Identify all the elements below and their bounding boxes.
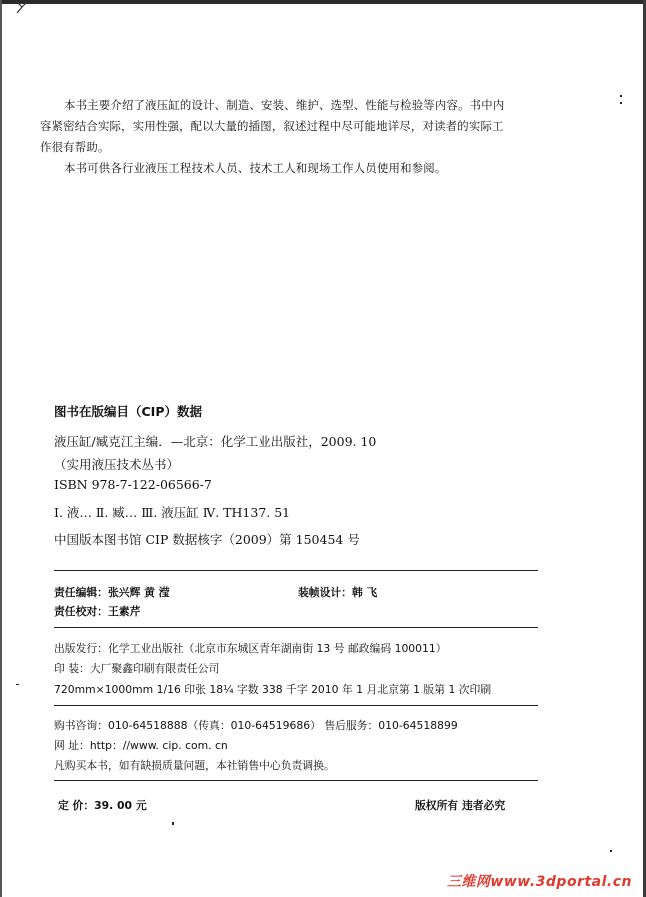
intro-line: 容紧密结合实际，实用性强，配以大量的插图，叙述过程中尽可能地详尽，对读者的实际工 <box>40 119 504 133</box>
quality-notice: 凡购买本书，如有缺损质量问题，本社销售中心负责调换。 <box>54 759 335 772</box>
cip-line: （实用液压技术丛书） <box>54 457 180 472</box>
publisher-info: 出版发行：化学工业出版社（北京市东城区青年湖南街 13 号 邮政编码 100011） <box>54 642 447 655</box>
proofreader-credit: 责任校对：王素芹 <box>54 605 141 618</box>
cip-line: 液压缸/臧克江主编．—北京：化学工业出版社，2009. 10 <box>54 434 377 449</box>
editor-credit: 责任编辑：张兴辉 黄 滢 <box>54 586 170 599</box>
cip-record-number: 中国版本图书馆 CIP 数据核字（2009）第 150454 号 <box>54 532 360 547</box>
divider <box>54 570 538 571</box>
scan-speck <box>620 95 622 97</box>
cip-isbn: ISBN 978-7-122-06566-7 <box>54 477 212 492</box>
left-border <box>0 0 2 897</box>
divider <box>54 627 538 628</box>
scan-speck <box>620 102 622 104</box>
divider <box>54 780 538 781</box>
divider <box>54 705 538 706</box>
designer-credit: 装帧设计：韩 飞 <box>298 586 378 599</box>
intro-line: 作很有帮助。 <box>40 140 110 154</box>
intro-paragraph <box>40 95 542 179</box>
top-border <box>0 0 646 4</box>
scan-speck <box>172 822 174 825</box>
intro-line: 本书可供各行业液压工程技术人员、技术工人和现场工作人员使用和参阅。 <box>64 161 447 175</box>
website-info: 网 址：http：//www. cip. com. cn <box>54 739 228 752</box>
print-specs: 720mm×1000mm 1/16 印张 18¼ 字数 338 千字 2010 年 1 月北京第 1 版第 1 次印刷 <box>54 683 492 696</box>
intro-line: 本书主要介绍了液压缸的设计、制造、安装、维护、选型、性能与检验等内容。书中内 <box>64 98 505 112</box>
copyright-notice: 版权所有 违者必究 <box>415 799 506 812</box>
price: 定 价：39. 00 元 <box>58 799 147 812</box>
scan-speck <box>610 850 612 852</box>
phone-info: 购书咨询：010-64518888（传真：010-64519686） 售后服务：010-64518899 <box>54 719 458 732</box>
cip-title: 图书在版编目（CIP）数据 <box>54 404 202 419</box>
site-watermark: 三维网www.3dportal.cn <box>446 874 632 890</box>
mouse-cursor-icon <box>14 0 30 14</box>
scan-speck <box>16 684 19 685</box>
cip-classification: Ⅰ. 液… Ⅱ. 臧… Ⅲ. 液压缸 Ⅳ. TH137. 51 <box>54 505 291 520</box>
printer-info: 印 装：大厂聚鑫印刷有限责任公司 <box>54 662 220 675</box>
